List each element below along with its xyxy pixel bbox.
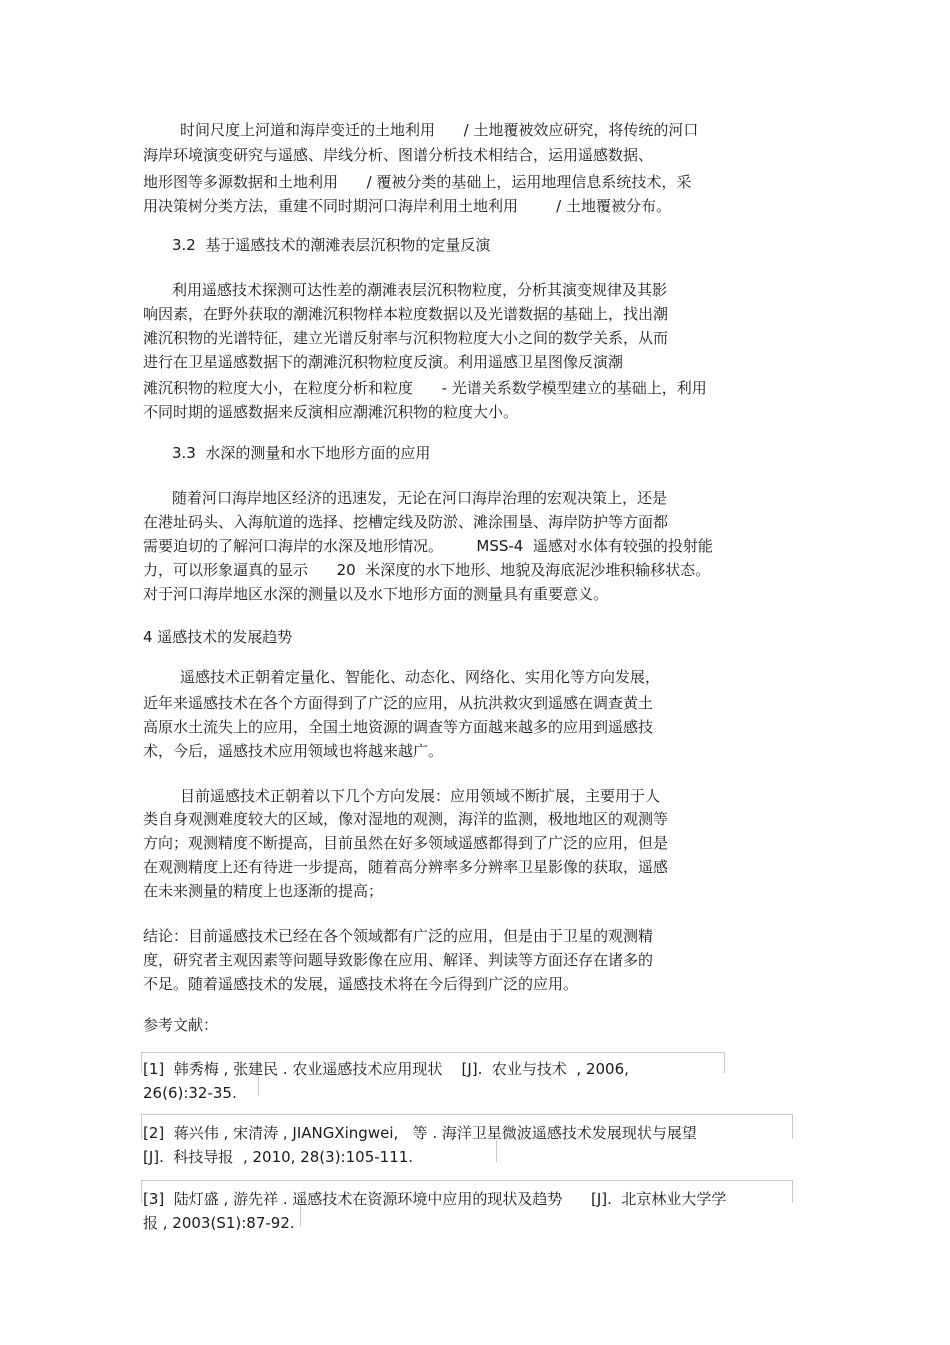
- section-heading-3-3: 3.3 水深的测量和水下地形方面的应用: [172, 444, 431, 462]
- paragraph-line: 滩沉积物的粒度大小，在粒度分析和粒度 - 光谱关系数学模型建立的基础上，利用: [143, 379, 707, 397]
- conclusion-line: 度，研究者主观因素等问题导致影像在应用、解译、判读等方面还存在诸多的: [143, 951, 654, 969]
- paragraph-line: 在港址码头、入海航道的选择、挖槽定线及防淤、滩涂围垦、海岸防护等方面都: [143, 513, 669, 531]
- paragraph-line: 利用遥感技术探测可达性差的潮滩表层沉积物粒度，分析其演变规律及其影: [172, 281, 668, 299]
- paragraph-line: 滩沉积物的光谱特征，建立光谱反射率与沉积物粒度大小之间的数学关系，从而: [143, 329, 669, 347]
- reference-3-line-2: 报 , 2003(S1):87-92.: [143, 1214, 295, 1232]
- paragraph-line: 地形图等多源数据和土地利用 / 覆被分类的基础上，运用地理信息系统技术，采: [143, 173, 692, 191]
- paragraph-line: 海岸环境演变研究与遥感、岸线分析、图谱分析技术相结合，运用遥感数据、: [143, 146, 654, 164]
- reference-2-line-1: [2] 蒋兴伟 , 宋清涛 , JIANGXingwei, 等 . 海洋卫星微波遥感技术发展现状与展望: [143, 1124, 697, 1142]
- paragraph-line: 对于河口海岸地区水深的测量以及水下地形方面的测量具有重要意义。: [143, 585, 609, 603]
- paragraph-line: 在观测精度上还有待进一步提高，随着高分辨率多分辨率卫星影像的获取，遥感: [143, 858, 669, 876]
- paragraph-line: 遥感技术正朝着定量化、智能化、动态化、网络化、实用化等方向发展，: [180, 668, 661, 686]
- paragraph-line: 在未来测量的精度上也逐渐的提高；: [143, 882, 384, 900]
- paragraph-line: 不同时期的遥感数据来反演相应潮滩沉积物的粒度大小。: [143, 403, 519, 421]
- paragraph-line: 力，可以形象逼真的显示 20 米深度的水下地形、地貌及海底泥沙堆积输移状态。: [143, 561, 711, 579]
- paragraph-line: 近年来遥感技术在各个方面得到了广泛的应用，从抗洪救灾到遥感在调查黄土: [143, 694, 654, 712]
- section-heading-4: 4 遥感技术的发展趋势: [143, 628, 293, 646]
- conclusion-line: 结论：目前遥感技术已经在各个领域都有广泛的应用，但是由于卫星的观测精: [143, 927, 654, 945]
- paragraph-line: 高原水土流失上的应用，全国土地资源的调查等方面越来越多的应用到遥感技: [143, 718, 654, 736]
- references-title: 参考文献：: [143, 1016, 219, 1034]
- conclusion-line: 不足。随着遥感技术的发展，遥感技术将在今后得到广泛的应用。: [143, 975, 579, 993]
- reference-2-line-2: [J]. 科技导报 , 2010, 28(3):105-111.: [143, 1148, 414, 1166]
- reference-1-line-2: 26(6):32-35.: [143, 1084, 237, 1102]
- paragraph-line: 目前遥感技术正朝着以下几个方向发展：应用领域不断扩展，主要用于人: [180, 787, 661, 805]
- paragraph-line: 方向；观测精度不断提高，目前虽然在好多领域遥感都得到了广泛的应用，但是: [143, 834, 669, 852]
- paragraph-line: 时间尺度上河道和海岸变迁的土地利用 / 土地覆被效应研究，将传统的河口: [180, 121, 699, 139]
- paragraph-line: 进行在卫星遥感数据下的潮滩沉积物粒度反演。利用遥感卫星图像反演潮: [143, 353, 624, 371]
- paragraph-line: 类自身观测难度较大的区域，像对湿地的观测，海洋的监测，极地地区的观测等: [143, 810, 669, 828]
- paragraph-line: 用决策树分类方法，重建不同时期河口海岸利用土地利用 / 土地覆被分布。: [143, 197, 671, 215]
- section-heading-3-2: 3.2 基于遥感技术的潮滩表层沉积物的定量反演: [172, 236, 491, 254]
- paragraph-line: 术，今后，遥感技术应用领域也将越来越广。: [143, 742, 444, 760]
- paragraph-line: 需要迫切的了解河口海岸的水深及地形情况。 MSS-4 遥感对水体有较强的投射能: [143, 537, 713, 555]
- reference-3-line-1: [3] 陆灯盛 , 游先祥 . 遥感技术在资源环境中应用的现状及趋势 [J]. 北京林业大学学: [143, 1190, 727, 1208]
- paragraph-line: 响因素，在野外获取的潮滩沉积物样本粒度数据以及光谱数据的基础上，找出潮: [143, 305, 669, 323]
- reference-1-line-1: [1] 韩秀梅 , 张建民 . 农业遥感技术应用现状 [J]. 农业与技术 , 2006,: [143, 1060, 629, 1078]
- paragraph-line: 随着河口海岸地区经济的迅速发，无论在河口海岸治理的宏观决策上，还是: [172, 489, 668, 507]
